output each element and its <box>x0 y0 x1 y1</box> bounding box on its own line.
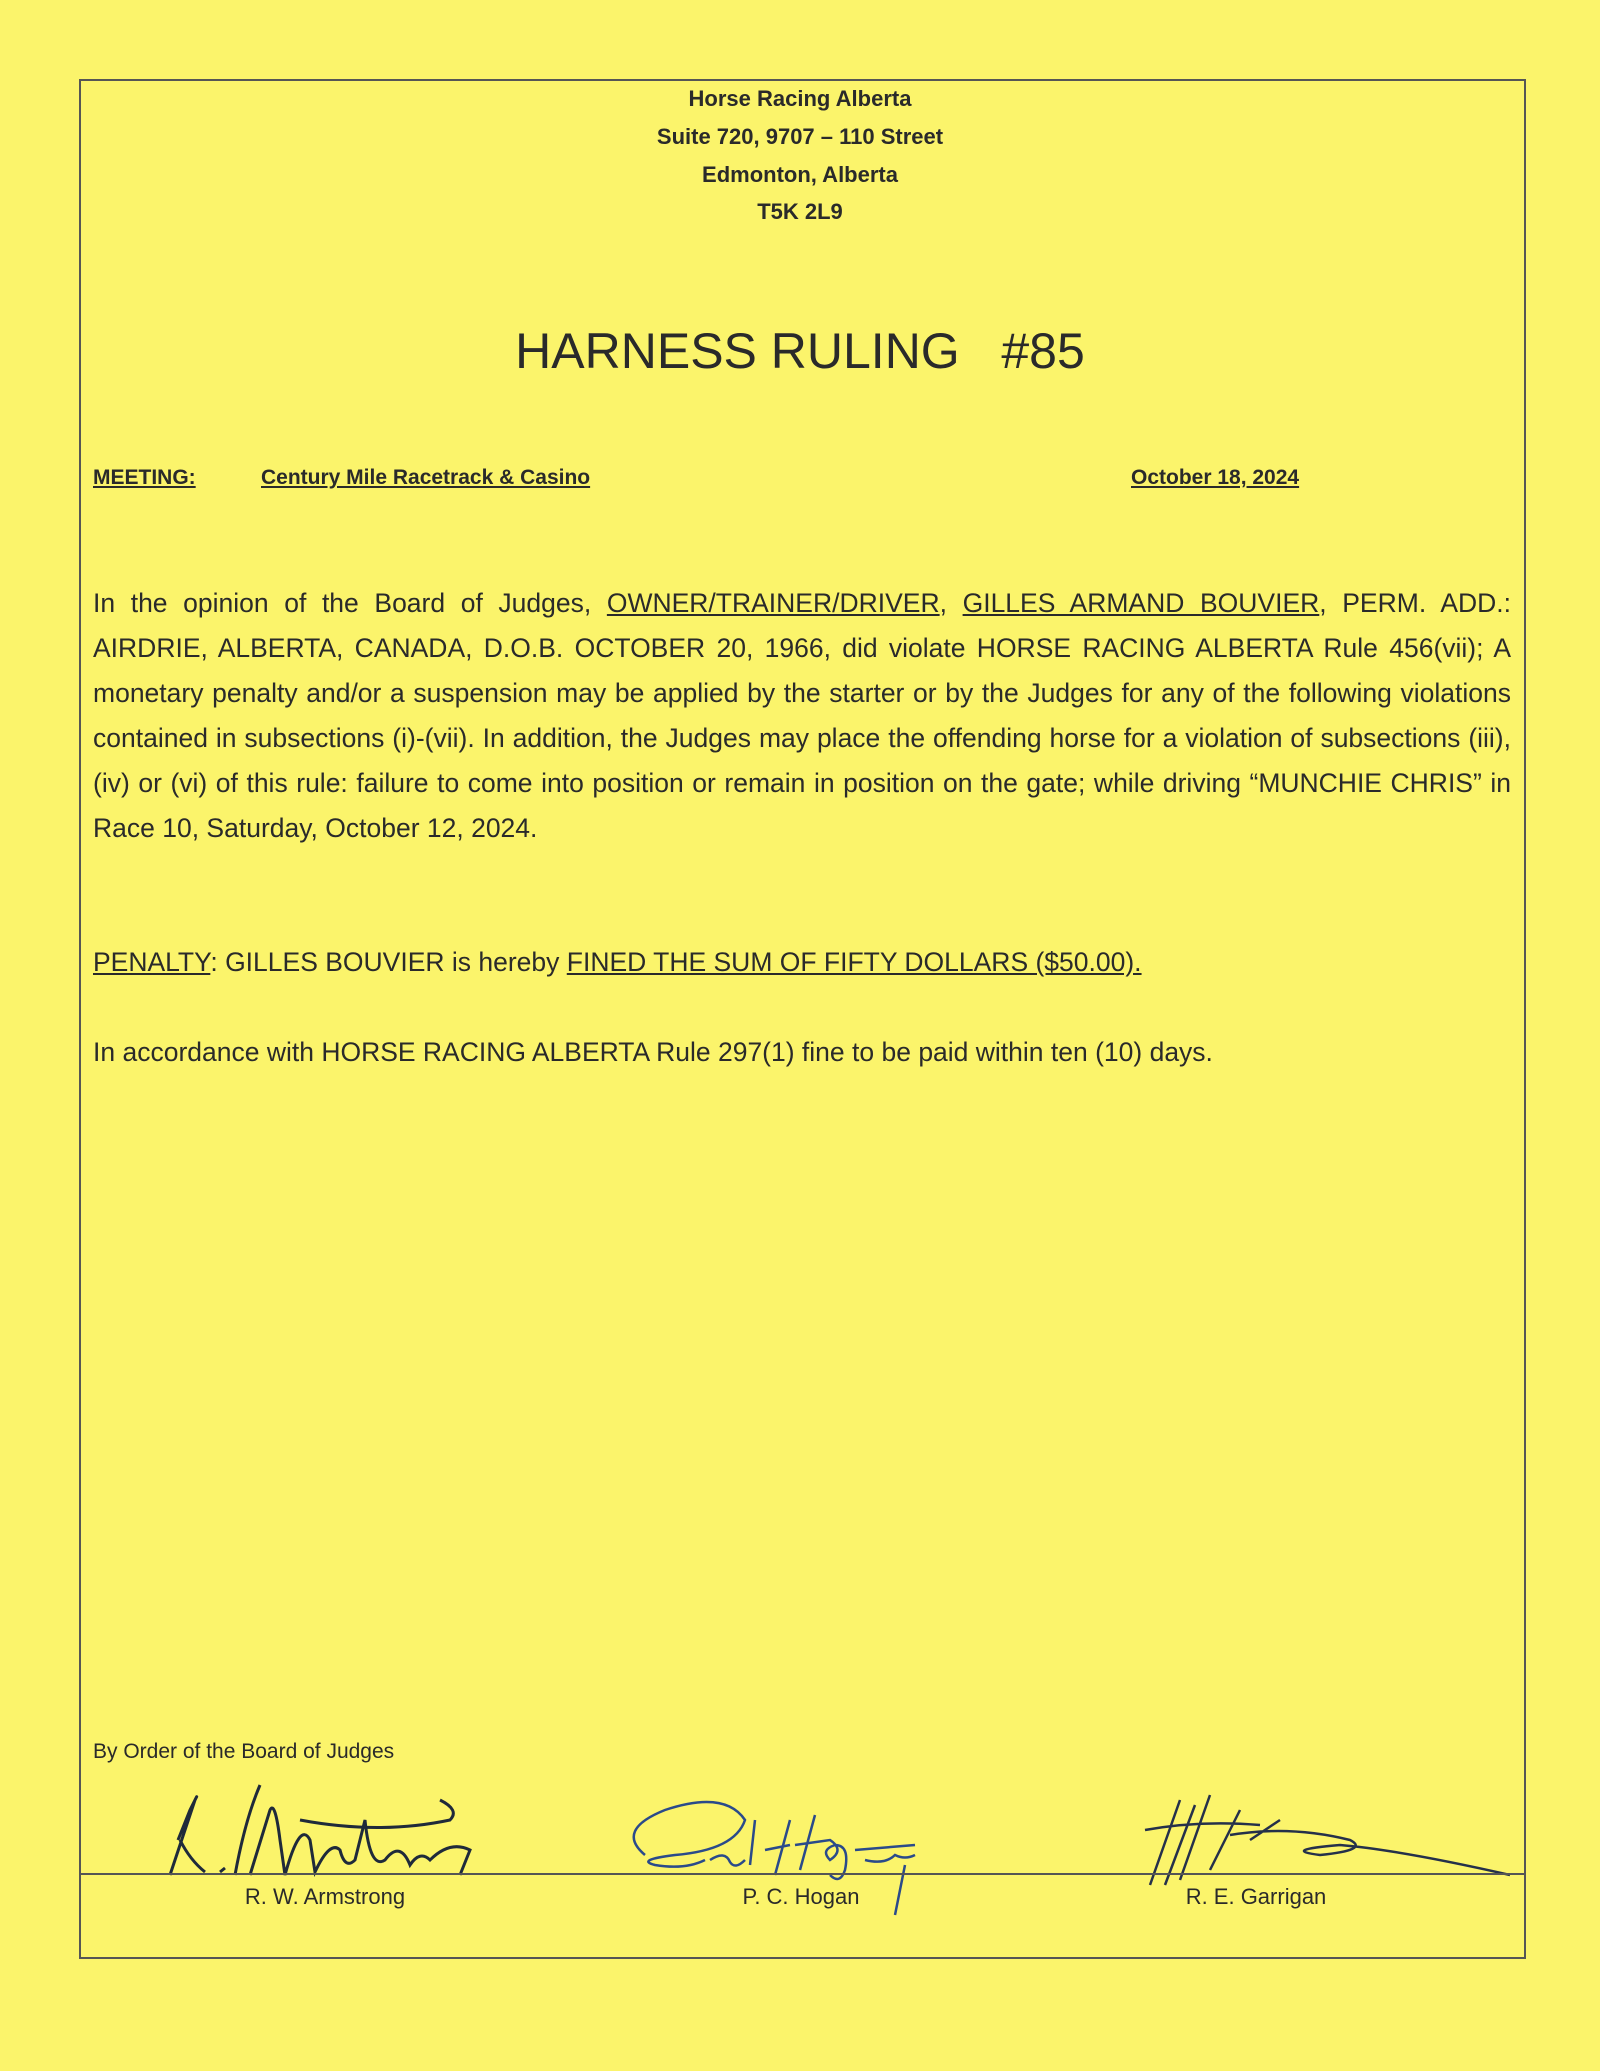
judge-name-hogan: P. C. Hogan <box>742 1884 860 1909</box>
text: : GILLES BOUVIER is hereby <box>210 947 567 977</box>
org-address-line-1: Suite 720, 9707 – 110 Street <box>656 124 944 149</box>
meeting-venue: Century Mile Racetrack & Casino <box>261 466 591 489</box>
accordance-paragraph: In accordance with HORSE RACING ALBERTA Rule 297(1) fine to be paid within ten (10) days. <box>93 1037 1213 1067</box>
ruling-date: October 18, 2024 <box>1131 466 1300 489</box>
by-order-label: By Order of the Board of Judges <box>93 1740 395 1763</box>
penalty-label: PENALTY <box>93 947 211 977</box>
text: In the opinion of the Board of Judges, <box>93 588 607 618</box>
licensee-role: OWNER/TRAINER/DRIVER <box>606 588 940 618</box>
ruling-paragraph <box>93 581 1511 851</box>
org-name: Horse Racing Alberta <box>688 86 912 111</box>
org-address-line-2: Edmonton, Alberta <box>702 162 898 187</box>
penalty-paragraph <box>93 940 1511 985</box>
ruling-title: HARNESS RULING #85 <box>515 323 1085 379</box>
violation-text: , PERM. ADD.: AIRDRIE, ALBERTA, CANADA, D.O.B. OCTOBER 20, 1966, did violate HORSE RACING ALBERTA Rule 456(vii); A monetary penalty and/or a suspension may be applied by the starter or by the Judges for any of the following violations contained in subsections (i)-(vii). In addition, the Judges may place the offending horse for a violation of subsections (iii), (iv) or (vi) of this rule: failure to come into position or remain in position on the gate; while driving “MUNCHIE CHRIS” in Race 10, Saturday, October 12, 2024. <box>93 588 1512 843</box>
judge-name-garrigan: R. E. Garrigan <box>1185 1884 1327 1909</box>
text: , <box>939 588 963 618</box>
signature-line <box>79 1873 1526 1875</box>
judge-name-armstrong: R. W. Armstrong <box>244 1884 406 1909</box>
penalty-fine: FINED THE SUM OF FIFTY DOLLARS ($50.00). <box>566 947 1142 977</box>
meeting-label: MEETING: <box>93 466 196 489</box>
licensee-name: GILLES ARMAND BOUVIER <box>962 588 1320 618</box>
org-postal-code: T5K 2L9 <box>757 199 843 224</box>
